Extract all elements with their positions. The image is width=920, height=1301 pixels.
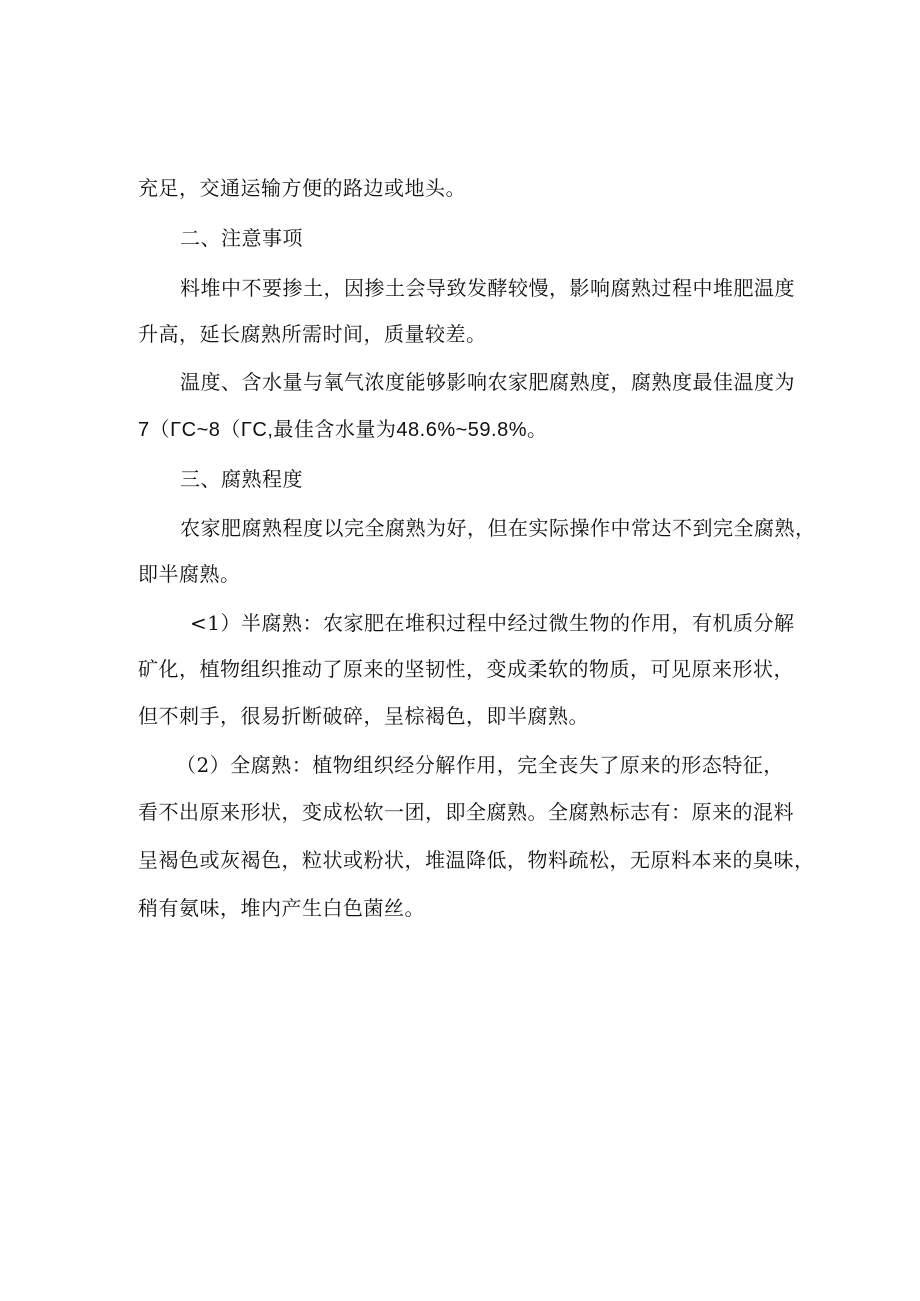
paragraph-line: 农家肥腐熟程度以完全腐熟为好，但在实际操作中常达不到完全腐熟， bbox=[180, 516, 816, 540]
paragraph-line: 升高，延长腐熟所需时间，质量较差。 bbox=[138, 322, 487, 346]
paragraph-line: 充足，交通运输方便的路边或地头。 bbox=[138, 176, 466, 200]
paragraph-line: 温度、含水量与氧气浓度能够影响农家肥腐熟度，腐熟度最佳温度为 bbox=[180, 370, 795, 394]
paragraph-line: 呈褐色或灰褐色，粒状或粉状，堆温降低，物料疏松，无原料本来的臭味， bbox=[138, 848, 815, 872]
paragraph-line: （2）全腐熟：植物组织经分解作用，完全丧失了原来的形态特征， bbox=[176, 753, 784, 777]
section-heading-maturity: 三、腐熟程度 bbox=[180, 467, 303, 491]
paragraph-line: 即半腐熟。 bbox=[138, 562, 241, 586]
paragraph-line: 7（ΓC~8（ΓC,最佳含水量为48.6%~59.8%。 bbox=[138, 419, 548, 441]
paragraph-line: 看不出原来形状，变成松软一团，即全腐熟。全腐熟标志有：原来的混料 bbox=[138, 800, 794, 824]
section-heading-precautions: 二、注意事项 bbox=[180, 226, 303, 250]
paragraph-line: 但不刺手，很易折断破碎，呈棕褐色，即半腐熟。 bbox=[138, 704, 589, 728]
paragraph-line: <1）半腐熟：农家肥在堆积过程中经过微生物的作用，有机质分解 bbox=[190, 611, 795, 635]
paragraph-line: 稍有氨味，堆内产生白色菌丝。 bbox=[138, 896, 425, 920]
paragraph-line: 矿化，植物组织推动了原来的坚韧性，变成柔软的物质，可见原来形状， bbox=[138, 657, 794, 681]
paragraph-line: 料堆中不要掺土，因掺土会导致发酵较慢，影响腐熟过程中堆肥温度 bbox=[180, 276, 795, 300]
